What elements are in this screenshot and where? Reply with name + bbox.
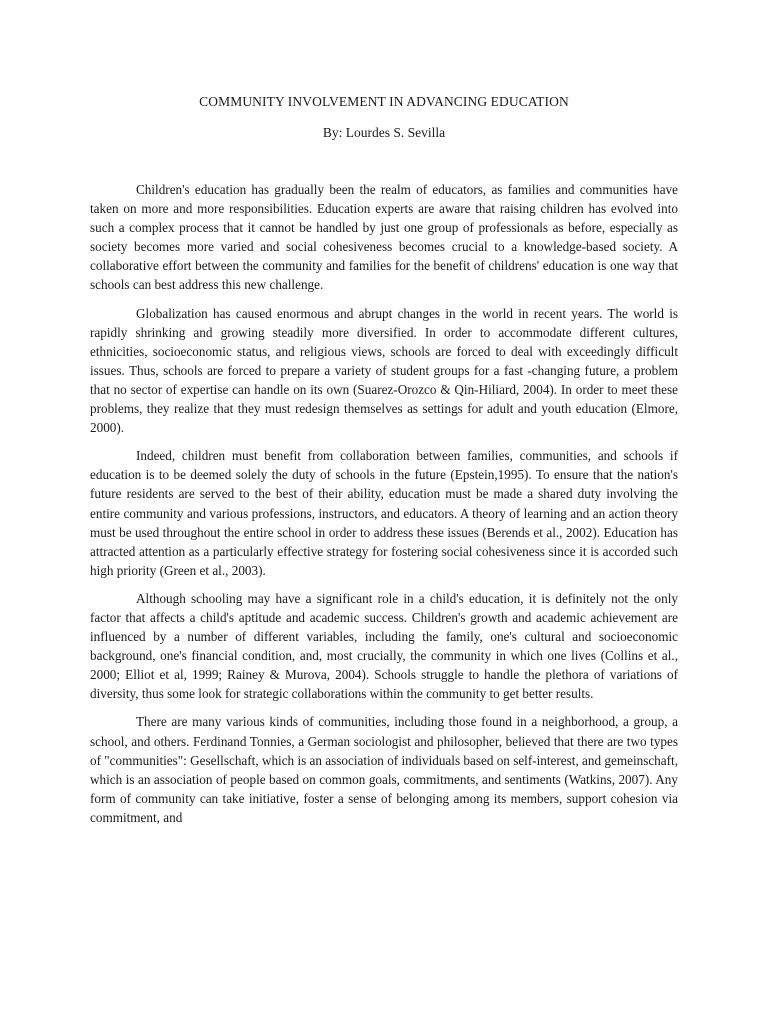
- document-title: COMMUNITY INVOLVEMENT IN ADVANCING EDUCATION: [199, 94, 569, 109]
- author-byline: By: Lourdes S. Sevilla: [322, 125, 446, 140]
- paragraph-4: Although schooling may have a significant role in a child's education, it is definitely not the only factor that affects a child's aptitude and academic success. Children's growth and academic achievement are influenced by a number of different variables, including the family, one's cultural and socioeconomic background, one's financial condition, and, most crucially, the community in which one lives (Collins et al., 2000; Elliot et al, 1999; Rainey & Murova, 2004). Schools struggle to handle the plethora of variations of diversity, thus some look for strategic collaborations within the community to get better results.: [90, 590, 678, 702]
- paragraph-3: Indeed, children must benefit from collaboration between families, communities, and schools if education is to be deemed solely the duty of schools in the future (Epstein,1995). To ensure that the nation's future residents are served to the best of their ability, education must be made a shared duty involving the entire community and various professions, instructors, and educators. A theory of learning and an action theory must be used throughout the entire school in order to address these issues (Berends et al., 2002). Education has attracted attention as a particularly effective strategy for fostering social cohesiveness since it is accorded such high priority (Green et al., 2003).: [90, 448, 678, 578]
- paragraph-5: There are many various kinds of communities, including those found in a neighborhood, a group, a school, and others. Ferdinand Tonnies, a German sociologist and philosopher, believed that there are two types of "communities": Gesellschaft, which is an association of individuals based on self-interest, and gemeinschaft, which is an association of people based on common goals, commitments, and sentiments (Watkins, 2007). Any form of community can take initiative, foster a sense of belonging among its members, support cohesion via commitment, and: [90, 714, 678, 825]
- document-body: [90, 180, 678, 836]
- paragraph-1: Children's education has gradually been the realm of educators, as families and communities have taken on more and more responsibilities. Education experts are aware that raising children has evolved into such a complex process that it cannot be handled by just one group of professionals as before, especially as society becomes more varied and social cohesiveness becomes crucial to a knowledge-based society. A collaborative effort between the community and families for the benefit of childrens' education is one way that schools can best address this new challenge.: [90, 182, 678, 293]
- paragraph-2: Globalization has caused enormous and abrupt changes in the world in recent years. The world is rapidly shrinking and growing steadily more diversified. In order to accommodate different cultures, ethnicities, socioeconomic status, and religious views, schools are forced to deal with exceedingly difficult issues. Thus, schools are forced to prepare a variety of student groups for a fast -changing future, a problem that no sector of expertise can handle on its own (Suarez-Orozco & Qin-Hiliard, 2004). In order to meet these problems, they realize that they must redesign themselves as settings for adult and youth education (Elmore, 2000).: [90, 305, 678, 436]
